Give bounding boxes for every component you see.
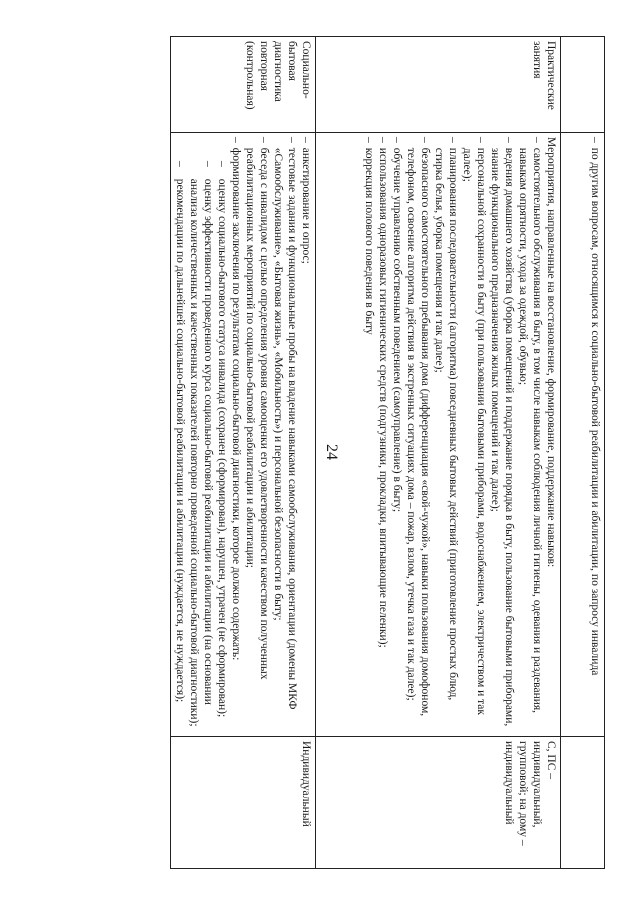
table-cell-content — [561, 133, 605, 737]
rotated-table-container — [35, 36, 605, 868]
list-item: – беседа с инвалидом с целью определения уровня самооценки его удовлетворенности качеством полученных реабилитационных мероприятий по социально-бытовой реабилитации и абилитации; — [243, 137, 270, 680]
list-item: – тестовые задания и функциональные пробы на владение навыками самообслуживания, ориентации (домены МКФ «Самообслуживание», «Бытовая жизнь», «Мобильность») и персональной безопасности в быту; — [271, 137, 298, 710]
document-body — [35, 36, 605, 868]
list-item: – обучение управлению собственным поведением (самоуправление) в быту; — [390, 137, 403, 513]
sub-list-item: – оценку эффективности проведенного курса социально-бытовой реабилитации и абилитации (на основании анализа количественных и качественных показателей повторно проведенной социально-бытовой диагностики); — [187, 161, 214, 727]
sub-list-item: – рекомендации по дальнейшей социально-бытовой реабилитации и абилитации (нуждается, не нуждается); — [173, 161, 186, 703]
list-item: – персональной сохранности в быту (при пользовании бытовыми приборами, водоснабжением, электричеством и так далее); — [460, 137, 487, 715]
table-row — [316, 37, 561, 869]
list-item: – самостоятельного обслуживания в быту, в том числе навыкам соблюдения личной гигиены, одевания и раздевания, навыкам опрятности, ухода за одеждой, обувью; — [516, 137, 543, 714]
table-cell-format: Индивидуальный — [170, 737, 315, 869]
section-intro: Мероприятия, направленные на восстановление, формирование, поддержание навыков: — [545, 137, 557, 568]
services-table — [170, 36, 605, 869]
table-cell-activity: Социально-бытовая диагностика повторная (контрольная) — [170, 37, 315, 133]
list-item: – ведения домашнего хозяйства (уборка помещений и поддержание порядка в быту, пользование бытовыми приборами, знание функционального предназначения жилых помещений и так далее); — [488, 137, 515, 727]
table-cell-format: С, ПС – индивидуальный, групповой; на дому – индивидуальный — [316, 737, 561, 869]
list-item: – использования одноразовых гигиенических средств (подгузники, прокладки, впитывающие пеленки); — [376, 137, 389, 648]
table-cell-content — [316, 133, 561, 737]
list-item: – коррекция полового поведения в быту — [362, 137, 375, 335]
list-item: – анкетирование и опрос; — [300, 137, 312, 264]
table-row — [561, 37, 605, 869]
dash-marker: – — [589, 137, 601, 143]
list-item: – формирование заключения по результатам социально-бытовой диагностики, которое должно содержать: — [229, 137, 242, 661]
table-row — [170, 37, 315, 869]
sub-list-item: – оценку социально-бытового статуса инвалида (сохранен (сформирован), нарушен, утрачен (не сформирован); — [215, 161, 228, 718]
list-item: – планирования последовательности (алгоритма) повседневных бытовых действий (приготовление простых блюд, стирка белья, уборка помещения и так далее); — [432, 137, 459, 701]
list-item: – по другим вопросам, относящимся к социально-бытовой реабилитации и абилитации, по запросу инвалида — [589, 137, 601, 676]
table-cell-activity — [561, 37, 605, 133]
page-number: 24 — [323, 444, 340, 460]
list-item: – безопасного самостоятельного пребывания дома (дифференциация «свой-чужой», навыки пользования домофоном, телефоном, освоение алгоритма действия в экстренных ситуациях дома – пожар, взлом, утечка газа и так далее); — [404, 137, 431, 717]
table-cell-activity: Практические занятия — [316, 37, 561, 133]
table-cell-content — [170, 133, 315, 737]
table-cell-format — [561, 737, 605, 869]
